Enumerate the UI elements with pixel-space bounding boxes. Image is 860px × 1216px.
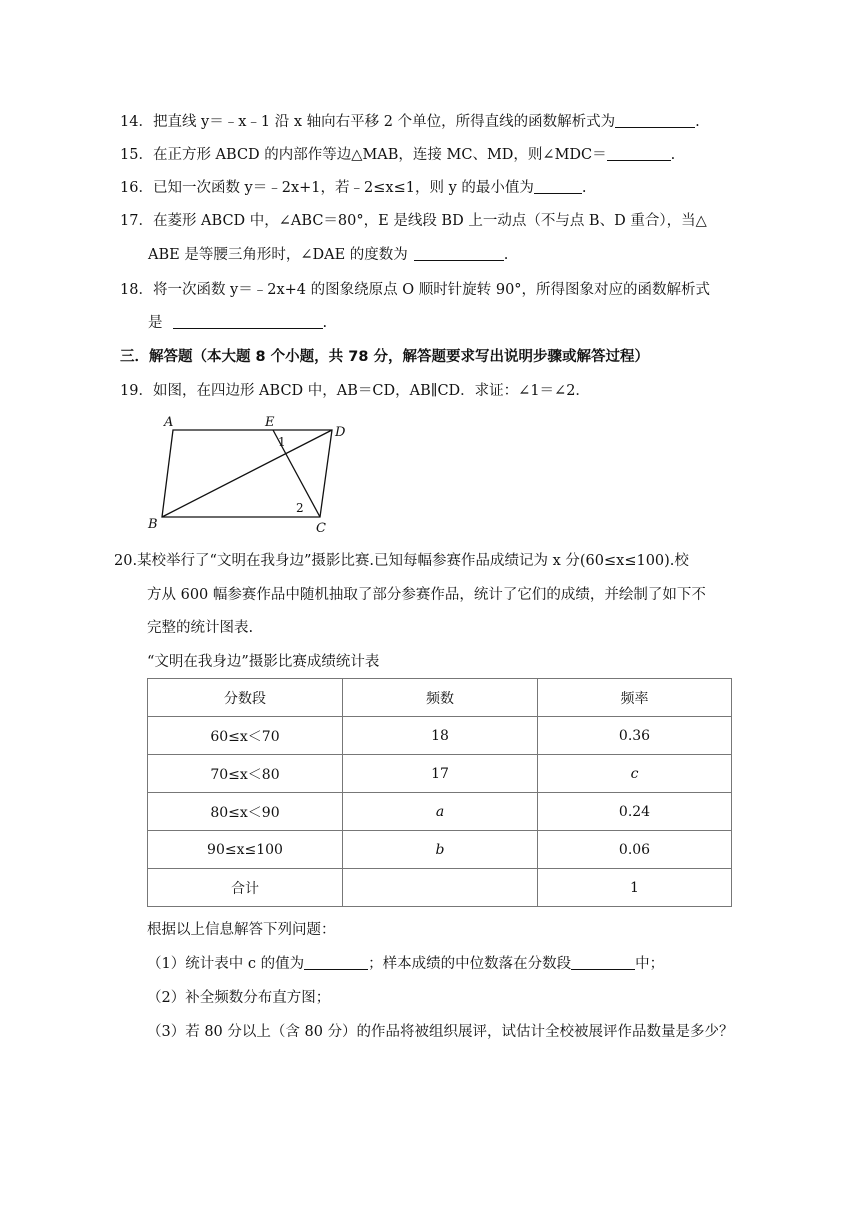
question-14 [120,112,760,132]
question-19 [120,381,760,401]
answer-blank[interactable] [571,955,635,970]
table-cell: c [538,755,732,793]
table-cell: 70≤x＜80 [148,755,343,793]
angle-label-1: 1 [278,435,286,449]
answer-blank[interactable] [414,246,504,261]
table-header: 频率 [538,679,732,717]
question-16 [120,178,760,198]
table-cell: 合计 [148,869,343,907]
question-18-line-1 [120,280,760,300]
sub-question-3: （3）若 80 分以上（含 80 分）的作品将被组织展评，试估计全校被展评作品数量是多少？ [147,1024,734,1040]
question-number: 20. [114,553,138,569]
answer-blank[interactable] [615,113,695,128]
sub-question-text: ；样本成绩的中位数落在分数段 [368,956,572,972]
question-text: 把直线 y＝﹣x﹣1 沿 x 轴向右平移 2 个单位，所得直线的函数解析式为 [152,114,616,130]
answer-blank[interactable] [304,955,368,970]
question-text: 是 [148,315,163,331]
table-cell: 0.06 [538,831,732,869]
diagonal-bd [162,430,332,517]
question-20-line-2: 方从 600 幅参赛作品中随机抽取了部分参赛作品，统计了它们的成绩，并绘制了如下不 [147,587,706,603]
question-text: 在正方形 ABCD 的内部作等边△MAB，连接 MC、MD，则∠MDC＝ [152,147,607,163]
question-text: ABE 是等腰三角形时，∠DAE 的度数为 [148,247,408,263]
table-cell: 60≤x＜70 [148,717,343,755]
question-end: . [695,114,700,130]
table-header: 频数 [343,679,538,717]
table-header: 分数段 [148,679,343,717]
table-cell: 90≤x≤100 [148,831,343,869]
table-header-row [148,679,732,717]
table-row [148,755,732,793]
question-end: . [503,247,509,263]
table-cell: 0.24 [538,793,732,831]
table-cell: a [343,793,538,831]
instructions: 根据以上信息解答下列问题： [147,922,336,938]
question-17-line-1 [120,211,760,231]
table-cell: 18 [343,717,538,755]
question-number: 17． [120,213,153,229]
sub-question-text: （1）统计表中 c 的值为 [147,956,305,972]
label-b: B [148,517,158,532]
angle-label-2: 2 [296,501,304,515]
question-number: 19． [120,383,153,399]
table-row [148,869,732,907]
question-text: 某校举行了“文明在我身边”摄影比赛.已知每幅参赛作品成绩记为 x 分(60≤x≤100).校 [137,553,689,569]
table-cell: 0.36 [538,717,732,755]
sub-question-2: （2）补全频数分布直方图； [147,990,331,1006]
question-text: 在菱形 ABCD 中，∠ABC＝80°，E 是线段 BD 上一动点（不与点 B、D 重合），当△ [152,213,707,229]
section-title: 三．解答题（本大题 8 个小题，共 78 分，解答题要求写出说明步骤或解答过程） [120,349,649,365]
answer-blank[interactable] [534,179,582,194]
question-end: . [322,315,328,331]
table-title: “文明在我身边”摄影比赛成绩统计表 [147,654,380,670]
question-20-line-1 [114,551,760,571]
table-cell: b [343,831,538,869]
question-number: 14． [120,114,153,130]
question-end: . [581,180,587,196]
label-c: C [316,521,326,536]
table-cell [343,869,538,907]
question-end: . [670,147,676,163]
table-row [148,831,732,869]
question-20-line-3: 完整的统计图表. [147,620,254,636]
sub-question-1 [147,954,760,974]
label-a: A [164,415,174,430]
table-cell: 1 [538,869,732,907]
table-row [148,793,732,831]
table-row [148,717,732,755]
question-15 [120,145,760,165]
question-text: 已知一次函数 y＝﹣2x+1，若﹣2≤x≤1，则 y 的最小值为 [152,180,534,196]
question-number: 18． [120,282,153,298]
score-statistics-table [147,678,732,907]
label-e: E [265,415,275,430]
question-number: 16． [120,180,153,196]
question-18-line-2 [148,313,760,333]
question-17-line-2 [148,245,760,265]
label-d: D [335,425,346,440]
answer-blank[interactable] [173,314,323,329]
sub-question-text: 中； [635,956,665,972]
question-number: 15． [120,147,153,163]
question-text: 如图，在四边形 ABCD 中，AB＝CD，AB∥CD．求证：∠1＝∠2． [152,383,590,399]
table-cell: 17 [343,755,538,793]
answer-blank[interactable] [607,146,671,161]
quadrilateral-figure [140,410,360,538]
table-cell: 80≤x＜90 [148,793,343,831]
question-text: 将一次函数 y＝﹣2x+4 的图象绕原点 O 顺时针旋转 90°，所得图象对应的函数解析式 [152,282,711,298]
